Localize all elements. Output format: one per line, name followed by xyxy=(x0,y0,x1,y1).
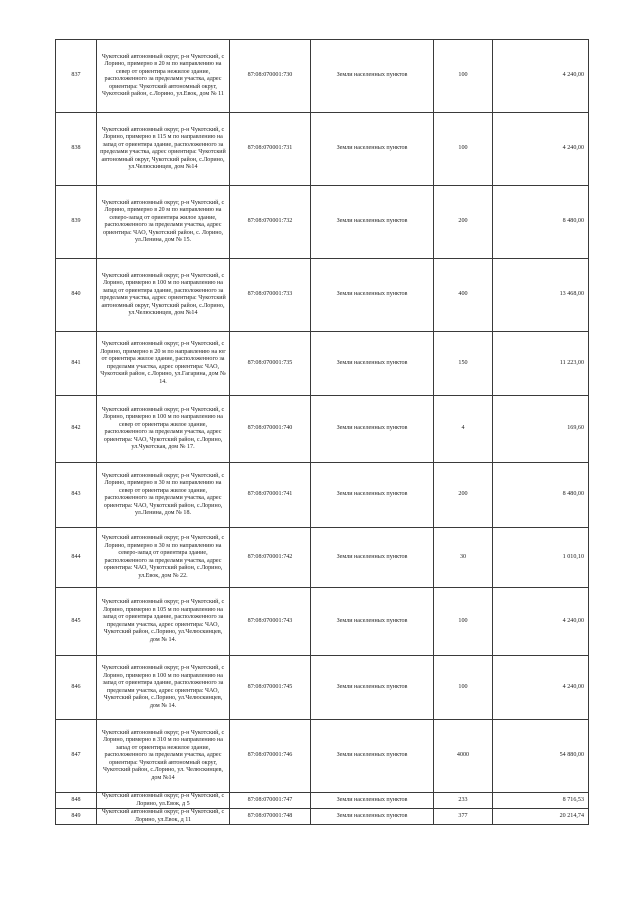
land-category: Земли населенных пунктов xyxy=(311,809,434,825)
plot-area: 233 xyxy=(434,793,493,809)
land-plots-table-page xyxy=(55,39,588,825)
land-category: Земли населенных пунктов xyxy=(311,113,434,186)
cadastral-number: 87:08:070001:746 xyxy=(230,720,311,793)
plot-area: 100 xyxy=(434,113,493,186)
land-plots-table xyxy=(55,39,589,825)
cadastral-cost: 13 468,00 xyxy=(493,259,589,332)
table-row xyxy=(56,809,589,825)
cadastral-number: 87:08:070001:741 xyxy=(230,463,311,528)
row-number: 849 xyxy=(56,809,97,825)
plot-address: Чукотский автономный округ, р-н Чукотский, с Лорино, ул.Евок, д 5 xyxy=(97,793,230,809)
table-row xyxy=(56,332,589,396)
plot-address: Чукотский автономный округ, р-н Чукотский, с Лорино, примерно в 105 м по направлению на запад от ориентира здание, расположенного за пределами участка, адрес ориентира: ЧАО, Чукотский район, с.Лорино, ул.Челюскинцев, дом № 14. xyxy=(97,588,230,656)
plot-area: 100 xyxy=(434,588,493,656)
cadastral-number: 87:08:070001:740 xyxy=(230,396,311,463)
plot-area: 400 xyxy=(434,259,493,332)
land-category: Земли населенных пунктов xyxy=(311,259,434,332)
table-row xyxy=(56,40,589,113)
plot-area: 4 xyxy=(434,396,493,463)
table-row xyxy=(56,720,589,793)
plot-area: 200 xyxy=(434,186,493,259)
plot-address: Чукотский автономный округ, р-н Чукотский, с Лорино, примерно в 20 м по направлению на северо-запад от ориентира жилое здание, расположенного за пределами участка, адрес ориентира: ЧАО, Чукотский район, с. Лорино, ул.Ленина, дом № 15. xyxy=(97,186,230,259)
plot-address: Чукотский автономный округ, р-н Чукотский, с Лорино, примерно в 20 м по направлению на юг от ориентира жилое здание, расположенного за пределами участка, адрес ориентира: ЧАО, Чукотский район, с.Лорино, ул.Гагарина, дом № 14. xyxy=(97,332,230,396)
plot-area: 100 xyxy=(434,40,493,113)
land-category: Земли населенных пунктов xyxy=(311,463,434,528)
land-category: Земли населенных пунктов xyxy=(311,186,434,259)
cadastral-cost: 1 010,10 xyxy=(493,528,589,588)
row-number: 837 xyxy=(56,40,97,113)
table-row xyxy=(56,396,589,463)
cadastral-number: 87:08:070001:735 xyxy=(230,332,311,396)
cadastral-cost: 11 223,00 xyxy=(493,332,589,396)
cadastral-number: 87:08:070001:748 xyxy=(230,809,311,825)
land-category: Земли населенных пунктов xyxy=(311,40,434,113)
cadastral-cost: 54 880,00 xyxy=(493,720,589,793)
row-number: 844 xyxy=(56,528,97,588)
cadastral-number: 87:08:070001:733 xyxy=(230,259,311,332)
row-number: 845 xyxy=(56,588,97,656)
table-row xyxy=(56,793,589,809)
row-number: 847 xyxy=(56,720,97,793)
cadastral-number: 87:08:070001:743 xyxy=(230,588,311,656)
table-row xyxy=(56,588,589,656)
plot-address: Чукотский автономный округ, р-н Чукотский, с Лорино, примерно в 100 м по направлению на запад от ориентира здание, расположенного за пределами участка, адрес ориентира: ЧАО, Чукотский район, с.Лорино, ул.Челюскинцев, дом № 14. xyxy=(97,656,230,720)
land-category: Земли населенных пунктов xyxy=(311,588,434,656)
cadastral-cost: 4 240,00 xyxy=(493,113,589,186)
land-category: Земли населенных пунктов xyxy=(311,396,434,463)
cadastral-number: 87:08:070001:730 xyxy=(230,40,311,113)
cadastral-number: 87:08:070001:747 xyxy=(230,793,311,809)
plot-address: Чукотский автономный округ, р-н Чукотский, с Лорино, примерно в 30 м по направлению на север от ориентира жилое здание, расположенного за пределами участка, адрес ориентира: ЧАО, Чукотский район, с.Лорино, ул.Ленина, дом № 18. xyxy=(97,463,230,528)
row-number: 843 xyxy=(56,463,97,528)
plot-area: 30 xyxy=(434,528,493,588)
table-row xyxy=(56,528,589,588)
cadastral-cost: 8 480,00 xyxy=(493,463,589,528)
table-body xyxy=(56,40,589,825)
cadastral-cost: 4 240,00 xyxy=(493,588,589,656)
cadastral-cost: 20 214,74 xyxy=(493,809,589,825)
plot-address: Чукотский автономный округ, р-н Чукотский, с Лорино, ул.Евок, д 11 xyxy=(97,809,230,825)
plot-address: Чукотский автономный округ, р-н Чукотский, с Лорино, примерно в 100 м по направлению на север от ориентира жилое здание, расположенного за пределами участка, адрес ориентира: ЧАО, Чукотский район, с.Лорино, ул.Чукотская, дом № 17. xyxy=(97,396,230,463)
land-category: Земли населенных пунктов xyxy=(311,656,434,720)
row-number: 842 xyxy=(56,396,97,463)
row-number: 838 xyxy=(56,113,97,186)
row-number: 840 xyxy=(56,259,97,332)
cadastral-number: 87:08:070001:731 xyxy=(230,113,311,186)
plot-area: 377 xyxy=(434,809,493,825)
land-category: Земли населенных пунктов xyxy=(311,793,434,809)
land-category: Земли населенных пунктов xyxy=(311,720,434,793)
land-category: Земли населенных пунктов xyxy=(311,528,434,588)
table-row xyxy=(56,113,589,186)
cadastral-cost: 4 240,00 xyxy=(493,40,589,113)
row-number: 841 xyxy=(56,332,97,396)
row-number: 839 xyxy=(56,186,97,259)
cadastral-cost: 4 240,00 xyxy=(493,656,589,720)
land-category: Земли населенных пунктов xyxy=(311,332,434,396)
plot-address: Чукотский автономный округ, р-н Чукотский, с Лорино, примерно в 20 м по направлению на север от ориентира нежилое здание, расположенного за пределами участка, адрес ориентира: Чукотский автономный округ, Чукотский район, с.Лорино, ул.Евок, дом № 11 xyxy=(97,40,230,113)
row-number: 846 xyxy=(56,656,97,720)
cadastral-number: 87:08:070001:732 xyxy=(230,186,311,259)
plot-address: Чукотский автономный округ, р-н Чукотский, с Лорино, примерно в 115 м по направлению на запад от ориентира здание, расположенного за пределами участка, адрес ориентира: Чукотский автономный округ, Чукотский район, с.Лорино, ул.Челюскинцев, дом №14 xyxy=(97,113,230,186)
plot-address: Чукотский автономный округ, р-н Чукотский, с Лорино, примерно в 100 м по направлению на запад от ориентира здание, расположенного за пределами участка, адрес ориентира: Чукотский автономный округ, Чукотский район, с.Лорино, ул.Челюскинцев, дом №14 xyxy=(97,259,230,332)
plot-area: 200 xyxy=(434,463,493,528)
plot-address: Чукотский автономный округ, р-н Чукотский, с Лорино, примерно в 310 м по направлению на запад от ориентира нежилое здание, расположенного за пределами участка, адрес ориентира: Чукотский автономный округ, Чукотский район, с.Лорино, ул. Челюскинцев, дом №14 xyxy=(97,720,230,793)
plot-area: 150 xyxy=(434,332,493,396)
plot-area: 4000 xyxy=(434,720,493,793)
cadastral-cost: 8 480,00 xyxy=(493,186,589,259)
plot-address: Чукотский автономный округ, р-н Чукотский, с Лорино, примерно в 30 м по направлению на северо-запад от ориентира здание, расположенного за пределами участка, адрес ориентира: ЧАО, Чукотский район, с.Лорино, ул.Евок, дом № 22. xyxy=(97,528,230,588)
table-row xyxy=(56,259,589,332)
table-row xyxy=(56,656,589,720)
cadastral-cost: 169,60 xyxy=(493,396,589,463)
table-row xyxy=(56,186,589,259)
table-row xyxy=(56,463,589,528)
cadastral-number: 87:08:070001:745 xyxy=(230,656,311,720)
plot-area: 100 xyxy=(434,656,493,720)
row-number: 848 xyxy=(56,793,97,809)
cadastral-cost: 8 716,53 xyxy=(493,793,589,809)
cadastral-number: 87:08:070001:742 xyxy=(230,528,311,588)
